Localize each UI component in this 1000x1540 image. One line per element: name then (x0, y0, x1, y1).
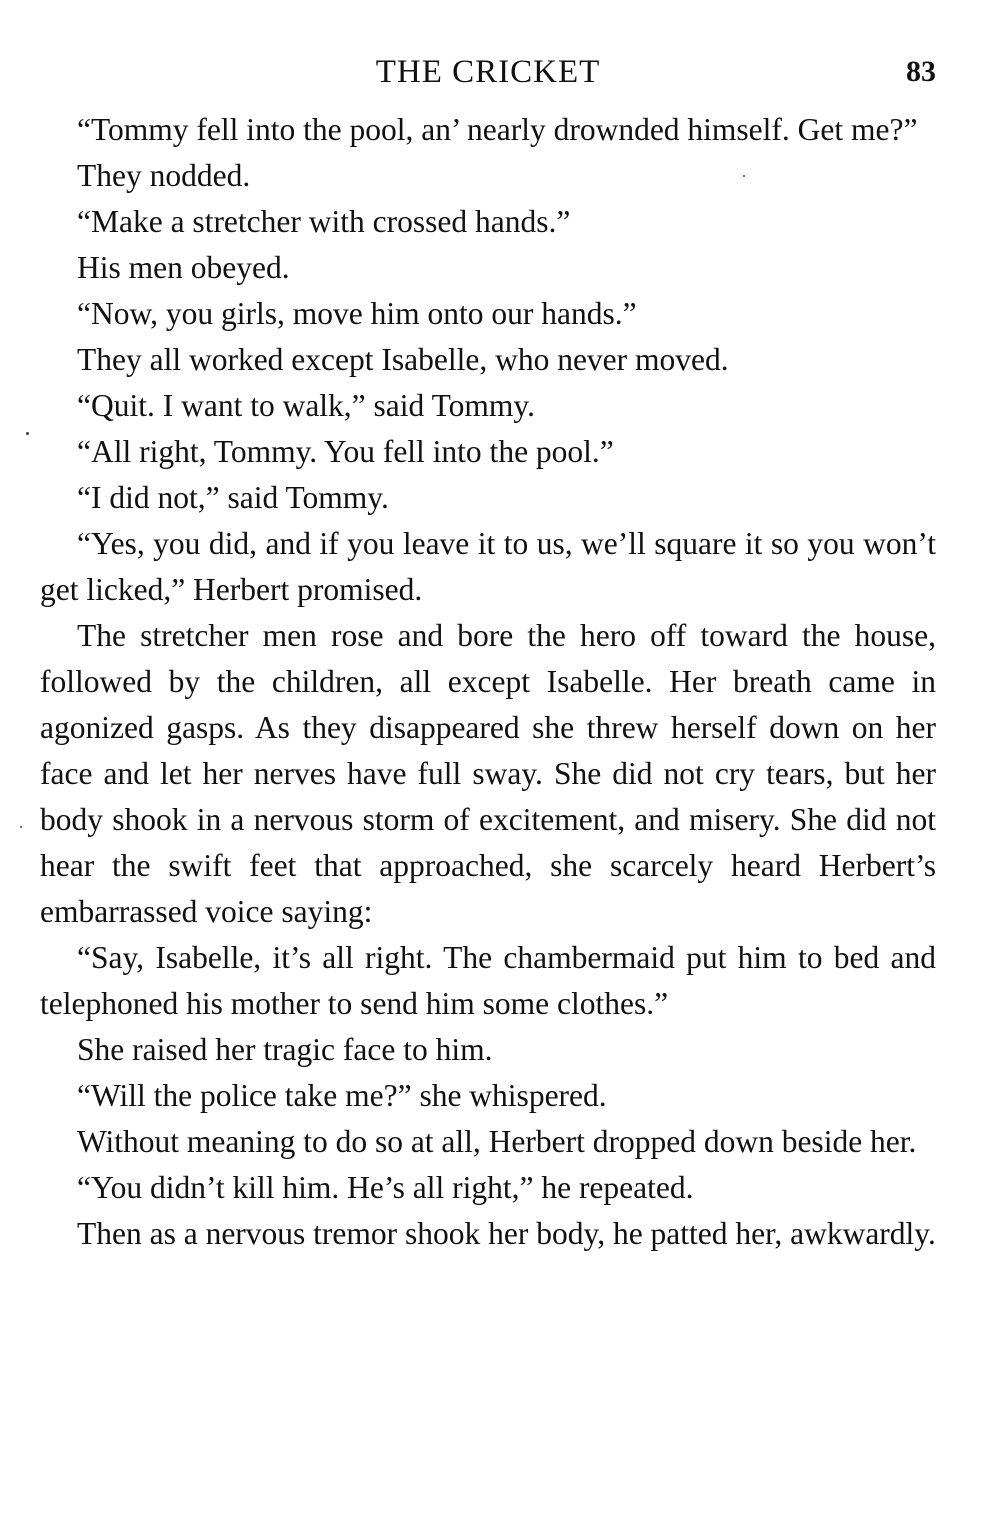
paragraph: “All right, Tommy. You fell into the pool.” (77, 434, 614, 469)
body-text (40, 107, 936, 1257)
paragraph: “Will the police take me?” she whispered. (77, 1078, 607, 1113)
paragraph: His men obeyed. (77, 250, 290, 285)
scan-speck (20, 826, 22, 828)
running-title: THE CRICKET (375, 54, 601, 90)
scan-speck (26, 432, 29, 435)
paragraph: “Tommy fell into the pool, an’ nearly drownded himself. Get me?” (77, 112, 918, 147)
paragraph: They nodded. (77, 158, 251, 193)
paragraph: They all worked except Isabelle, who never moved. (77, 342, 729, 377)
paragraph: “You didn’t kill him. He’s all right,” he repeated. (77, 1170, 694, 1205)
paragraph: Then as a nervous tremor shook her body, he patted her, awkwardly. (77, 1216, 936, 1251)
page-number: 83 (906, 55, 936, 88)
paragraph: “Yes, you did, and if you leave it to us, we’ll square it so you won’t get licked,” Herbert promised. (40, 526, 936, 607)
scan-speck (743, 175, 745, 177)
paragraph: Without meaning to do so at all, Herbert dropped down beside her. (77, 1124, 917, 1159)
paragraph: “Make a stretcher with crossed hands.” (77, 204, 571, 239)
paragraph: “Say, Isabelle, it’s all right. The chambermaid put him to bed and telephoned his mother to send him some clothes.” (40, 940, 936, 1021)
paragraph: The stretcher men rose and bore the hero off toward the house, followed by the children, all except Isabelle. Her breath came in agonized gasps. As they disappeared she threw herself down on her face and let her nerves have full sway. She did not cry tears, but her body shook in a nervous storm of excitement, and misery. She did not hear the swift feet that approached, she scarcely heard Herbert’s embarrassed voice saying: (40, 618, 936, 929)
paragraph: She raised her tragic face to him. (77, 1032, 493, 1067)
paragraph: “I did not,” said Tommy. (77, 480, 389, 515)
paragraph: “Quit. I want to walk,” said Tommy. (77, 388, 535, 423)
paragraph: “Now, you girls, move him onto our hands.” (77, 296, 637, 331)
page-header (40, 52, 936, 92)
